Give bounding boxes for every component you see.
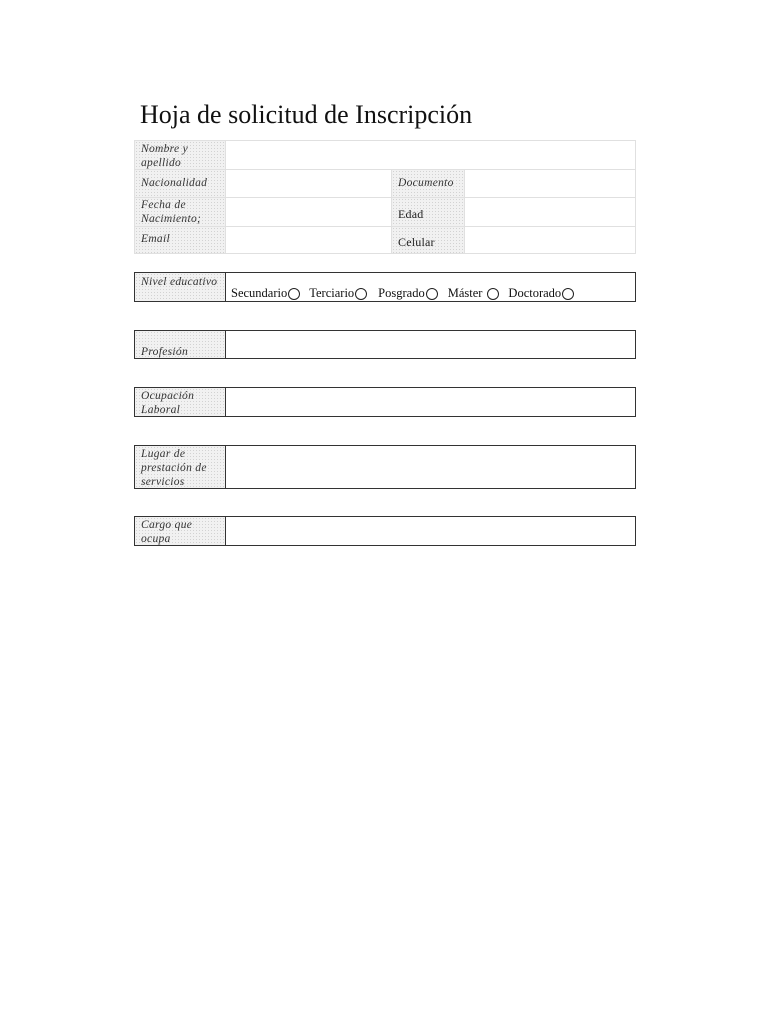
- education-options: [231, 286, 574, 301]
- occupation-field[interactable]: [226, 388, 635, 416]
- radio-circle-icon[interactable]: [355, 288, 367, 300]
- document-field[interactable]: [464, 170, 635, 197]
- option-label: Máster: [447, 286, 483, 300]
- option-master[interactable]: [448, 286, 500, 301]
- age-field[interactable]: [464, 198, 635, 226]
- age-label: Edad: [391, 198, 464, 226]
- position-field[interactable]: [226, 517, 635, 545]
- email-label: Email: [135, 227, 225, 253]
- position-label: Cargo que ocupa: [135, 517, 226, 545]
- position-row: [134, 516, 636, 546]
- option-terciario[interactable]: [309, 286, 367, 301]
- nationality-field[interactable]: [226, 170, 390, 197]
- option-label: Doctorado: [508, 286, 562, 300]
- email-field[interactable]: [226, 227, 390, 253]
- option-secundario[interactable]: [231, 286, 300, 301]
- workplace-row: [134, 445, 636, 489]
- name-label: Nombre y apellido: [135, 141, 225, 169]
- radio-circle-icon[interactable]: [426, 288, 438, 300]
- workplace-label: Lugar de prestación de servicios: [135, 446, 226, 488]
- mobile-field[interactable]: [464, 227, 635, 253]
- option-label: Posgrado: [378, 286, 425, 300]
- occupation-row: [134, 387, 636, 417]
- form-title: Hoja de solicitud de Inscripción: [140, 100, 473, 129]
- name-field[interactable]: [226, 141, 635, 169]
- profession-row: [134, 330, 636, 359]
- education-row: [134, 272, 636, 302]
- radio-circle-icon[interactable]: [487, 288, 499, 300]
- document-label: Documento: [391, 170, 464, 197]
- education-label: Nivel educativo: [135, 273, 226, 301]
- personal-data-table: [134, 140, 636, 254]
- option-label: Terciario: [309, 286, 355, 300]
- profession-label: Profesión: [135, 331, 226, 358]
- option-doctorado[interactable]: [508, 286, 574, 301]
- radio-circle-icon[interactable]: [288, 288, 300, 300]
- mobile-label: Celular: [391, 227, 464, 253]
- radio-circle-icon[interactable]: [562, 288, 574, 300]
- birthdate-field[interactable]: [226, 198, 390, 226]
- workplace-field[interactable]: [226, 446, 635, 488]
- profession-field[interactable]: [226, 331, 635, 358]
- option-label: Secundario: [231, 286, 288, 300]
- occupation-label: Ocupación Laboral: [135, 388, 226, 416]
- option-posgrado[interactable]: [378, 286, 438, 301]
- birthdate-label: Fecha de Nacimiento;: [135, 198, 225, 226]
- nationality-label: Nacionalidad: [135, 170, 225, 197]
